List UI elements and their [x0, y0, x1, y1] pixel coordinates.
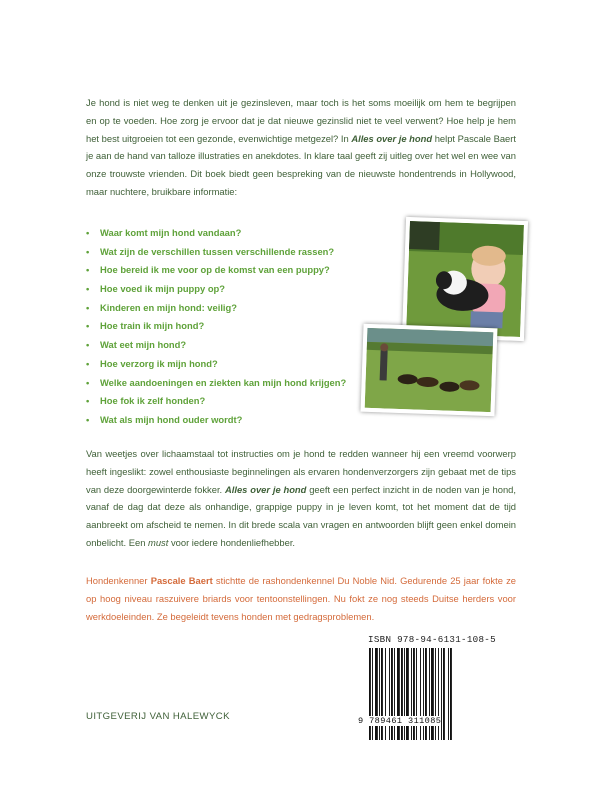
question-item: [86, 411, 386, 430]
barcode-bar: [404, 648, 405, 740]
barcode-bar: [420, 648, 421, 740]
intro-paragraph: [86, 94, 516, 201]
question-item: [86, 280, 386, 299]
question-text: Wat eet mijn hond?: [100, 339, 187, 351]
barcode-bar: [391, 648, 393, 740]
bullet-icon: •: [86, 320, 90, 332]
barcode: [368, 648, 480, 748]
question-item: [86, 392, 386, 411]
barcode-bar: [443, 648, 445, 740]
isbn-label: ISBN 978-94-6131-108-5: [368, 634, 496, 645]
must-word: must: [148, 536, 169, 548]
question-item: [86, 224, 386, 243]
body-text-2: geeft een perfect inzicht in de noden van je hond, vanaf de dag dat deze als onhandige, grappige puppy in je leven komt, tot het moment dat de tijd aanbreekt om afscheid te nemen. In dit brede scala van vragen en antwoorden blijft geen enkel domein onbelicht. Een: [86, 483, 516, 548]
question-text: Hoe fok ik zelf honden?: [100, 395, 206, 407]
barcode-bar: [379, 648, 380, 740]
question-text: Hoe bereid ik me voor op de komst van een puppy?: [100, 264, 330, 276]
question-text: Kinderen en mijn hond: veilig?: [100, 301, 237, 313]
bullet-icon: •: [86, 245, 90, 257]
barcode-number: 9 789461 311085: [358, 716, 442, 726]
photo-dogs-in-field: [361, 324, 498, 417]
author-bio: [86, 572, 516, 625]
barcode-bar: [401, 648, 403, 740]
photo-child-with-puppy: [402, 217, 528, 341]
bullet-icon: •: [86, 376, 90, 388]
dogs-field-image: [365, 328, 494, 412]
book-title-inline: Alles over je hond: [351, 132, 433, 144]
barcode-bar: [450, 648, 452, 740]
barcode-bar: [406, 648, 409, 740]
barcode-bar: [441, 648, 442, 740]
barcode-bar: [413, 648, 415, 740]
barcode-bar: [448, 648, 449, 740]
question-text: Wat als mijn hond ouder wordt?: [100, 413, 243, 425]
barcode-bar: [375, 648, 378, 740]
barcode-bar: [425, 648, 427, 740]
question-item: [86, 355, 386, 374]
question-text: Waar komt mijn hond vandaan?: [100, 227, 242, 238]
barcode-bar: [385, 648, 386, 740]
question-item: [86, 299, 386, 318]
barcode-bar: [394, 648, 395, 740]
barcode-bar: [411, 648, 412, 740]
question-list: [86, 224, 386, 430]
barcode-bar: [372, 648, 373, 740]
bullet-icon: •: [86, 395, 90, 407]
barcode-bar: [397, 648, 400, 740]
barcode-bar: [423, 648, 424, 740]
question-item: [86, 336, 386, 355]
child-puppy-image: [406, 221, 524, 337]
barcode-bar: [438, 648, 439, 740]
question-text: Welke aandoeningen en ziekten kan mijn hond krijgen?: [100, 376, 347, 388]
barcode-bar: [389, 648, 390, 740]
barcode-bar: [381, 648, 383, 740]
question-text: Hoe verzorg ik mijn hond?: [100, 357, 218, 369]
barcode-bar: [429, 648, 430, 740]
book-title-inline-2: Alles over je hond: [224, 483, 307, 495]
author-bio-pre: Hondenkenner: [86, 575, 148, 586]
barcode-bar: [369, 648, 371, 740]
body-text-3: voor iedere hondenliefhebber.: [170, 536, 296, 548]
question-text: Hoe voed ik mijn puppy op?: [100, 283, 226, 295]
author-bio-text: stichtte de rashondenkennel Du Noble Nid. Gedurende 25 jaar fokte ze op hoog niveau raszuivere briards voor tentoonstellingen. Nu fokt ze nog steeds Duitse herders voor werkdoeleinden. Ze begeleidt tevens honden met gedragsproblemen.: [86, 575, 516, 622]
question-text: Wat zijn de verschillen tussen verschillende rassen?: [100, 245, 335, 257]
intro-text-2: helpt Pascale Baert je aan de hand van talloze illustraties en anekdotes. In klare taal geeft zij uitleg over het wel en wee van onze trouwste vrienden. Dit boek biedt geen bespreking van de nieuwste hondentrends in Hollywood, maar nuchtere, bruikbare informatie:: [86, 132, 516, 197]
question-item: [86, 261, 386, 280]
bullet-icon: •: [86, 227, 90, 238]
author-name: Pascale Baert: [150, 575, 213, 586]
question-item: [86, 374, 386, 393]
body-text-1: Van weetjes over lichaamstaal tot instructies om je hond te redden wanneer hij een vreemd voorwerp heeft ingeslikt: zowel enthousiaste beginnelingen als ervaren hondenverzorgers zijn gebaat met de tips van deze doorgewinterde fokker.: [86, 448, 516, 495]
bullet-icon: •: [86, 264, 90, 276]
bullet-icon: •: [86, 301, 90, 313]
barcode-bar: [435, 648, 436, 740]
body-paragraph: [86, 445, 516, 552]
bullet-icon: •: [86, 413, 90, 425]
bullet-icon: •: [86, 283, 90, 295]
publisher-name: UITGEVERIJ VAN HALEWYCK: [86, 711, 230, 722]
question-text: Hoe train ik mijn hond?: [100, 320, 205, 332]
question-item: [86, 243, 386, 262]
barcode-bar: [431, 648, 434, 740]
barcode-bar: [416, 648, 417, 740]
question-item: [86, 317, 386, 336]
bullet-icon: •: [86, 339, 90, 351]
bullet-icon: •: [86, 357, 90, 369]
intro-text-1: Je hond is niet weg te denken uit je gezinsleven, maar toch is het soms moeilijk om hem te begrijpen en op te voeden. Hoe zorg je ervoor dat je dat nieuwe gezinslid niet te veel verwent? Hoe help je hem het best uitgroeien tot een gezonde, evenwichtige metgezel? In: [86, 97, 516, 144]
